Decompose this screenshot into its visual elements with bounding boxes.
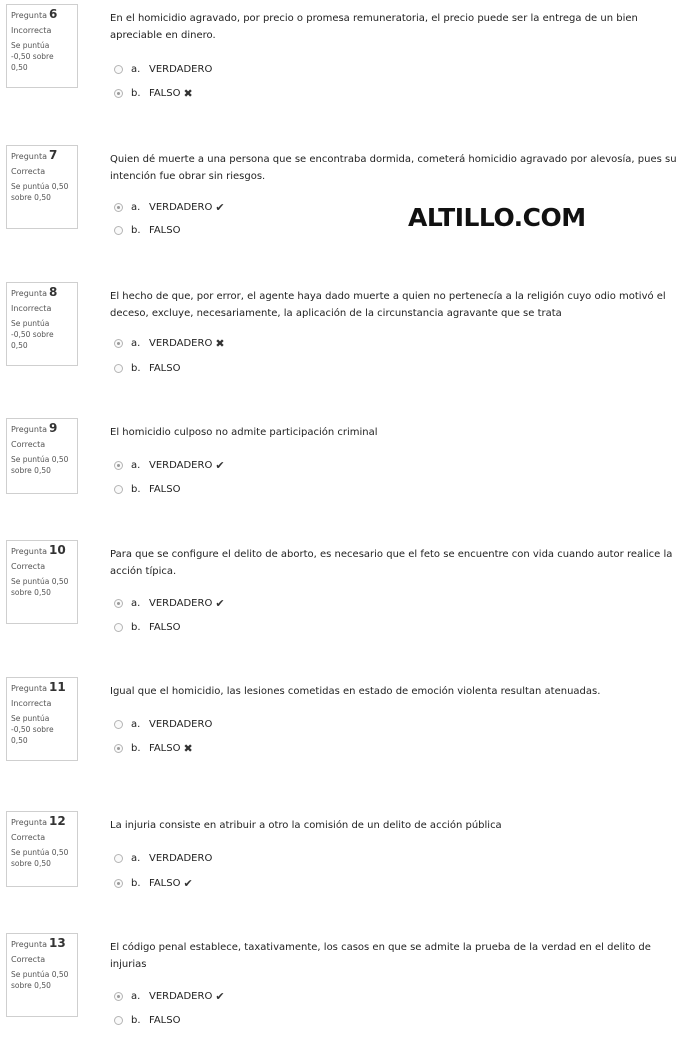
question-info <box>6 282 78 366</box>
correct-check-icon: ✔ <box>215 596 225 610</box>
option-label: FALSO <box>149 87 181 99</box>
grade-line: Se puntúa <box>11 319 50 328</box>
option-label: FALSO <box>149 621 181 633</box>
grade-line: 0,50 <box>11 736 28 745</box>
question-info <box>6 677 78 761</box>
option-letter: a. <box>131 337 141 349</box>
option-letter: a. <box>131 990 141 1002</box>
option-label: FALSO <box>149 877 181 889</box>
question-info <box>6 811 78 887</box>
correct-check-icon: ✔ <box>215 458 225 472</box>
radio-button[interactable] <box>114 203 123 212</box>
question-number: 11 <box>48 680 66 694</box>
question-text: Para que se configure el delito de aborto, es necesario que el feto se encuentre con vida cuando autor realice la acción típica. <box>110 549 673 577</box>
question-number: 8 <box>48 285 58 299</box>
grade-line: sobre 0,50 <box>11 193 51 202</box>
question-label: Pregunta <box>11 818 47 827</box>
option-label: FALSO <box>149 483 181 495</box>
question-state: Correcta <box>11 955 46 964</box>
grade-line: Se puntúa <box>11 41 50 50</box>
grade-line: -0,50 sobre <box>11 52 54 61</box>
answer-option-a[interactable] <box>114 61 212 77</box>
option-letter: a. <box>131 852 141 864</box>
option-letter: b. <box>131 483 141 495</box>
radio-button[interactable] <box>114 339 123 348</box>
option-letter: a. <box>131 459 141 471</box>
option-label: VERDADERO <box>149 597 213 609</box>
question-number: 13 <box>48 936 66 950</box>
question-text: Igual que el homicidio, las lesiones cometidas en estado de emoción violenta resultan atenuadas. <box>110 686 601 697</box>
option-letter: b. <box>131 362 141 374</box>
option-letter: b. <box>131 877 141 889</box>
radio-button[interactable] <box>114 599 123 608</box>
question-text: En el homicidio agravado, por precio o promesa remuneratoria, el precio puede ser la entrega de un bien apreciable en dinero. <box>110 13 638 41</box>
answer-option-b[interactable] <box>114 875 193 891</box>
radio-button[interactable] <box>114 364 123 373</box>
question-info <box>6 145 78 229</box>
radio-button[interactable] <box>114 89 123 98</box>
answer-option-a[interactable] <box>114 199 225 215</box>
option-label: VERDADERO <box>149 201 213 213</box>
answer-option-a[interactable] <box>114 716 212 732</box>
radio-button[interactable] <box>114 854 123 863</box>
grade-line: sobre 0,50 <box>11 981 51 990</box>
option-label: VERDADERO <box>149 990 213 1002</box>
correct-check-icon: ✔ <box>215 989 225 1003</box>
option-letter: b. <box>131 1014 141 1026</box>
question-label: Pregunta <box>11 547 47 556</box>
question-label: Pregunta <box>11 152 47 161</box>
radio-button[interactable] <box>114 744 123 753</box>
watermark-logo: ALTILLO.COM <box>408 203 586 232</box>
answer-option-b[interactable] <box>114 85 193 101</box>
question-state: Correcta <box>11 833 46 842</box>
question-state: Correcta <box>11 440 46 449</box>
grade-line: Se puntúa 0,50 <box>11 970 69 979</box>
incorrect-icon: ✖ <box>215 336 225 350</box>
answer-option-a[interactable] <box>114 595 225 611</box>
answer-option-a[interactable] <box>114 335 225 351</box>
question-number: 12 <box>48 814 66 828</box>
incorrect-icon: ✖ <box>183 741 193 755</box>
answer-option-a[interactable] <box>114 850 212 866</box>
option-label: VERDADERO <box>149 459 213 471</box>
option-label: FALSO <box>149 1014 181 1026</box>
radio-button[interactable] <box>114 992 123 1001</box>
incorrect-icon: ✖ <box>183 86 193 100</box>
grade-line: -0,50 sobre <box>11 725 54 734</box>
option-letter: a. <box>131 63 141 75</box>
correct-check-icon: ✔ <box>183 876 193 890</box>
answer-option-b[interactable] <box>114 222 180 238</box>
question-state: Incorrecta <box>11 26 52 35</box>
correct-check-icon: ✔ <box>215 200 225 214</box>
question-number: 7 <box>48 148 58 162</box>
option-letter: b. <box>131 224 141 236</box>
option-label: VERDADERO <box>149 337 213 349</box>
grade-line: sobre 0,50 <box>11 859 51 868</box>
question-label: Pregunta <box>11 940 47 949</box>
option-letter: b. <box>131 87 141 99</box>
grade-line: Se puntúa 0,50 <box>11 182 69 191</box>
option-label: FALSO <box>149 362 181 374</box>
question-info <box>6 540 78 624</box>
option-label: VERDADERO <box>149 718 213 730</box>
option-label: FALSO <box>149 224 181 236</box>
question-number: 10 <box>48 543 66 557</box>
question-state: Incorrecta <box>11 304 52 313</box>
option-label: VERDADERO <box>149 852 213 864</box>
question-label: Pregunta <box>11 11 47 20</box>
answer-option-b[interactable] <box>114 740 193 756</box>
question-text: El código penal establece, taxativamente, los casos en que se admite la prueba de la verdad en el delito de injurias <box>110 942 651 970</box>
option-letter: a. <box>131 718 141 730</box>
answer-option-b[interactable] <box>114 1012 180 1028</box>
answer-option-b[interactable] <box>114 481 180 497</box>
radio-button[interactable] <box>114 461 123 470</box>
option-letter: b. <box>131 742 141 754</box>
option-label: VERDADERO <box>149 63 213 75</box>
radio-button[interactable] <box>114 720 123 729</box>
radio-button[interactable] <box>114 65 123 74</box>
grade-line: Se puntúa 0,50 <box>11 848 69 857</box>
question-info <box>6 4 78 88</box>
question-label: Pregunta <box>11 684 47 693</box>
answer-option-a[interactable] <box>114 988 225 1004</box>
radio-button[interactable] <box>114 623 123 632</box>
answer-option-b[interactable] <box>114 619 180 635</box>
question-label: Pregunta <box>11 289 47 298</box>
option-letter: b. <box>131 621 141 633</box>
question-label: Pregunta <box>11 425 47 434</box>
answer-option-b[interactable] <box>114 360 180 376</box>
question-number: 6 <box>48 7 58 21</box>
radio-button[interactable] <box>114 226 123 235</box>
grade-line: -0,50 sobre <box>11 330 54 339</box>
grade-line: 0,50 <box>11 341 28 350</box>
question-text: Quien dé muerte a una persona que se encontraba dormida, cometerá homicidio agravado por alevosía, pues su intención fue obrar sin riesgos. <box>110 154 677 182</box>
option-letter: a. <box>131 201 141 213</box>
question-info <box>6 418 78 494</box>
question-info <box>6 933 78 1017</box>
question-text: El homicidio culposo no admite participación criminal <box>110 427 378 438</box>
grade-line: 0,50 <box>11 63 28 72</box>
answer-option-a[interactable] <box>114 457 225 473</box>
grade-line: sobre 0,50 <box>11 466 51 475</box>
grade-line: Se puntúa 0,50 <box>11 455 69 464</box>
question-state: Correcta <box>11 562 46 571</box>
question-number: 9 <box>48 421 58 435</box>
grade-line: Se puntúa 0,50 <box>11 577 69 586</box>
radio-button[interactable] <box>114 1016 123 1025</box>
question-text: El hecho de que, por error, el agente haya dado muerte a quien no pertenecía a la religión cuyo odio motivó el deceso, excluye, necesariamente, la aplicación de la circunstancia agravante que se trata <box>110 291 666 319</box>
option-letter: a. <box>131 597 141 609</box>
grade-line: sobre 0,50 <box>11 588 51 597</box>
grade-line: Se puntúa <box>11 714 50 723</box>
option-label: FALSO <box>149 742 181 754</box>
radio-button[interactable] <box>114 879 123 888</box>
question-state: Correcta <box>11 167 46 176</box>
question-state: Incorrecta <box>11 699 52 708</box>
radio-button[interactable] <box>114 485 123 494</box>
question-text: La injuria consiste en atribuir a otro la comisión de un delito de acción pública <box>110 820 502 831</box>
